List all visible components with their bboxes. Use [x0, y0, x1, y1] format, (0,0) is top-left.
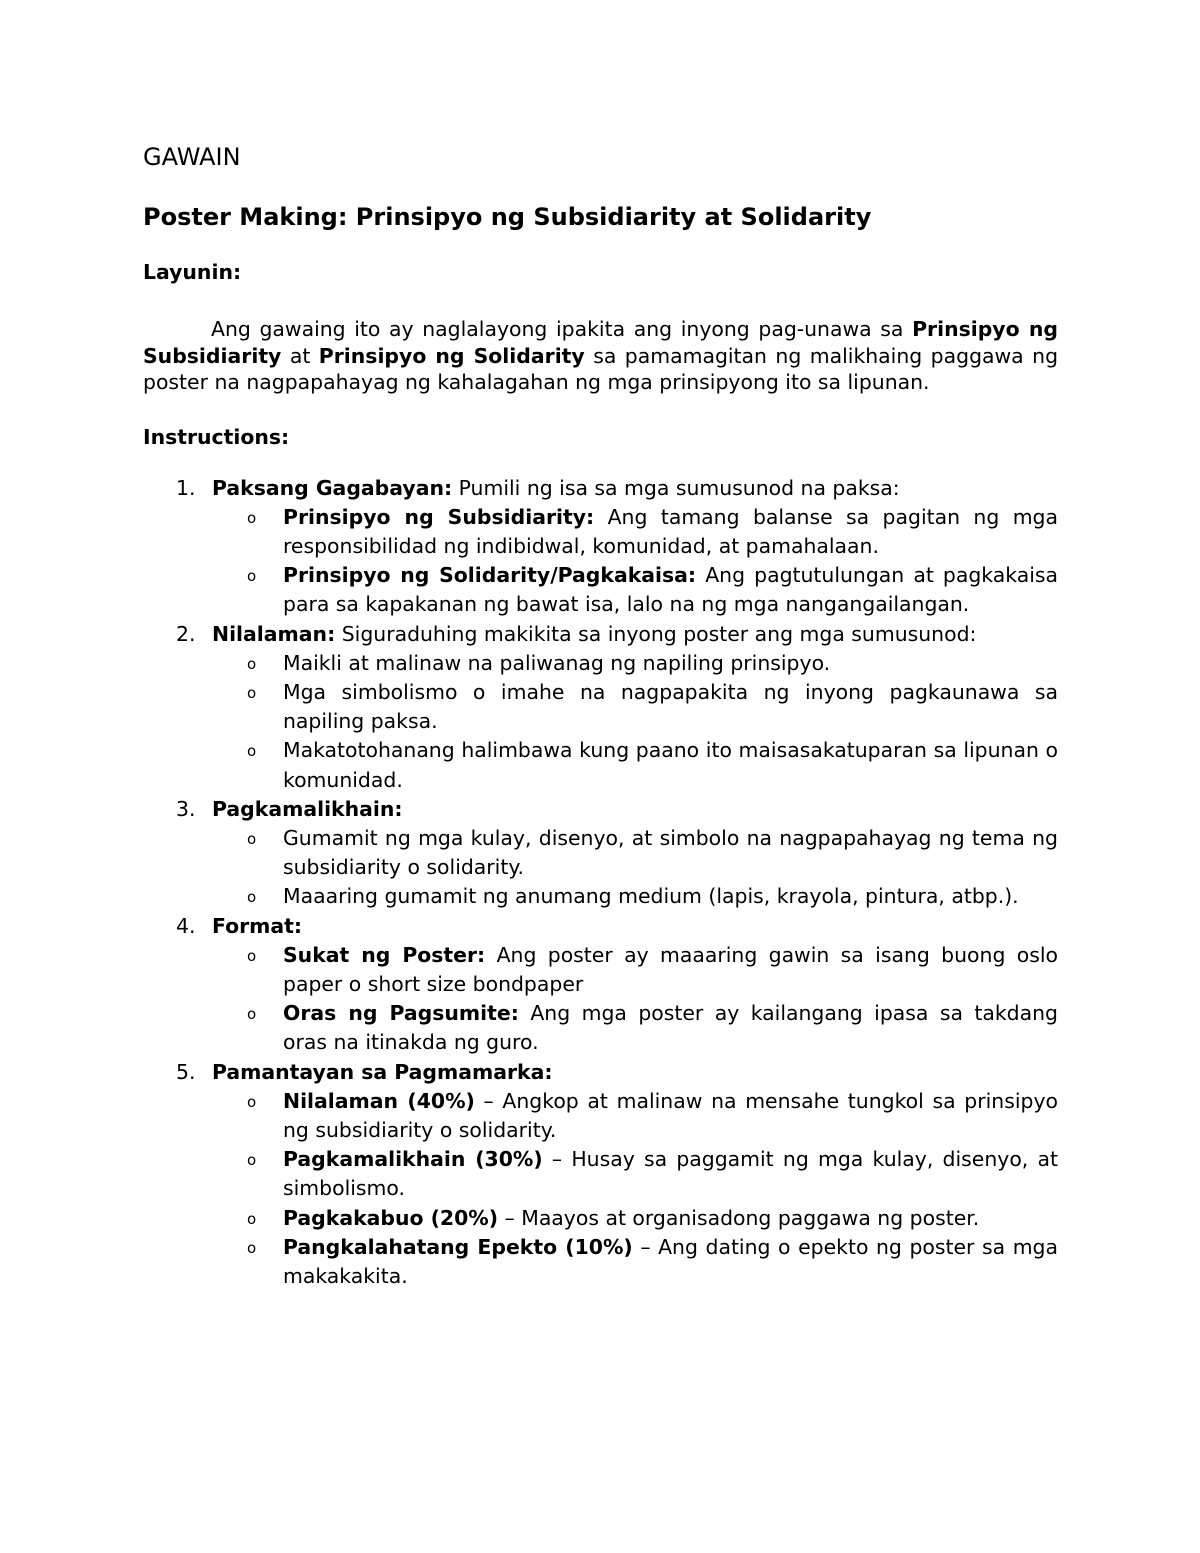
sub-item-text: Ang pagtutulungan at pagkakaisa para sa kapakanan ng bawat isa, lalo na ng mga nangangailangan.: [283, 563, 1058, 617]
sub-item: [143, 649, 1058, 678]
item-label: Nilalaman:: [212, 621, 336, 646]
sub-item: [143, 736, 1058, 794]
instruction-item: [143, 912, 1058, 1058]
instruction-item: [143, 795, 1058, 912]
sub-item-text: Mga simbolismo o imahe na nagpapakita ng inyong pagkaunawa sa napiling paksa.: [283, 679, 1058, 734]
circle-bullet-icon: o: [247, 888, 257, 907]
circle-bullet-icon: o: [247, 1092, 257, 1111]
item-number: 5.: [176, 1059, 196, 1084]
sub-list: [212, 1087, 1058, 1291]
sub-item-label: Pagkakabuo (20%): [283, 1205, 499, 1230]
instruction-item: [143, 620, 1058, 795]
instructions-label: Instructions:: [143, 424, 290, 449]
sub-item-text: – Angkop at malinaw na mensahe tungkol sa prinsipyo ng subsidiarity o solidarity.: [283, 1088, 1058, 1142]
sub-item: [143, 1204, 1058, 1233]
circle-bullet-icon: o: [247, 683, 257, 702]
circle-bullet-icon: o: [247, 742, 257, 761]
instruction-item: [143, 474, 1058, 620]
sub-item-text: Gumamit ng mga kulay, disenyo, at simbolo na nagpapahayag ng tema ng subsidiarity o solidarity.: [283, 825, 1058, 880]
sub-list: [212, 824, 1058, 912]
sub-item-text: Maaaring gumamit ng anumang medium (lapis, krayola, pintura, atbp.).: [283, 884, 1019, 909]
sub-item-text: – Husay sa paggamit ng mga kulay, disenyo, at simbolismo.: [283, 1147, 1058, 1201]
circle-bullet-icon: o: [247, 508, 257, 527]
intro-bold-solidarity: Prinsipyo ng Solidarity: [318, 343, 585, 368]
sub-item-label: Oras ng Pagsumite:: [283, 1001, 519, 1026]
intro-text-3: sa pamamagitan ng malikhaing paggawa ng poster na nagpapahayag ng kahalagahan ng mga prinsipyong ito sa lipunan.: [143, 343, 1059, 394]
document-page: [143, 135, 1058, 1291]
sub-item-text: – Maayos at organisadong paggawa ng poster.: [498, 1205, 980, 1230]
sub-item: [143, 1087, 1058, 1145]
item-number: 4.: [176, 913, 196, 938]
sub-item: [143, 503, 1058, 561]
instructions-list: [143, 474, 1058, 1292]
sub-item-label: Prinsipyo ng Solidarity/Pagkakaisa:: [283, 563, 697, 588]
sub-item-label: Nilalaman (40%): [283, 1088, 475, 1113]
sub-item-label: Prinsipyo ng Subsidiarity:: [283, 504, 595, 529]
sub-item: [143, 941, 1058, 999]
circle-bullet-icon: o: [247, 1238, 257, 1257]
sub-item-text: Makatotohanang halimbawa kung paano ito maisasakatuparan sa lipunan o komunidad.: [283, 738, 1058, 792]
sub-item-text: Maikli at malinaw na paliwanag ng napiling prinsipyo.: [283, 650, 831, 675]
sub-list: [212, 503, 1058, 620]
sub-item: [143, 999, 1058, 1057]
intro-paragraph: [143, 316, 1058, 396]
intro-text-2: at: [281, 343, 319, 368]
sub-item: [143, 678, 1058, 736]
sub-item: [143, 882, 1058, 911]
intro-text-1: Ang gawaing ito ay naglalayong ipakita ang inyong pag-unawa sa: [211, 317, 913, 341]
sub-item-label: Sukat ng Poster:: [283, 942, 486, 967]
document-title: Poster Making: Prinsipyo ng Subsidiarity at Solidarity: [143, 203, 872, 231]
item-text: Siguraduhing makikita sa inyong poster ang mga sumusunod:: [335, 621, 977, 646]
sub-item: [143, 1145, 1058, 1203]
item-label: Pagkamalikhain:: [212, 796, 403, 821]
item-label: Pamantayan sa Pagmamarka:: [212, 1059, 553, 1084]
sub-list: [212, 649, 1058, 795]
sub-item-text: Ang poster ay maaaring gawin sa isang buong oslo paper o short size bondpaper: [283, 942, 1058, 996]
sub-item: [143, 561, 1058, 619]
item-label: Paksang Gagabayan:: [212, 475, 453, 500]
sub-item-label: Pagkamalikhain (30%): [283, 1147, 543, 1172]
circle-bullet-icon: o: [247, 654, 257, 673]
intro-bold-subsidiarity: Prinsipyo ng Subsidiarity: [143, 317, 1058, 368]
circle-bullet-icon: o: [247, 567, 257, 586]
sub-item-text: Ang mga poster ay kailangang ipasa sa takdang oras na itinakda ng guro.: [283, 1001, 1058, 1055]
sub-item: [143, 824, 1058, 882]
item-label: Format:: [212, 913, 303, 938]
sub-item-label: Pangkalahatang Epekto (10%): [283, 1234, 633, 1259]
item-text: Pumili ng isa sa mga sumusunod na paksa:: [452, 475, 900, 500]
document-heading: GAWAIN: [143, 143, 241, 171]
circle-bullet-icon: o: [247, 1151, 257, 1170]
circle-bullet-icon: o: [247, 1209, 257, 1228]
item-number: 2.: [176, 621, 196, 646]
item-number: 3.: [176, 796, 196, 821]
circle-bullet-icon: o: [247, 1005, 257, 1024]
layunin-label: Layunin:: [143, 260, 242, 284]
circle-bullet-icon: o: [247, 946, 257, 965]
sub-item-text: Ang tamang balanse sa pagitan ng mga responsibilidad ng indibidwal, komunidad, at pamahalaan.: [283, 504, 1058, 558]
sub-item-text: – Ang dating o epekto ng poster sa mga makakakita.: [283, 1234, 1058, 1288]
sub-item: [143, 1233, 1058, 1291]
sub-list: [212, 941, 1058, 1058]
item-number: 1.: [176, 475, 196, 500]
instruction-item: [143, 1058, 1058, 1292]
circle-bullet-icon: o: [247, 829, 257, 848]
